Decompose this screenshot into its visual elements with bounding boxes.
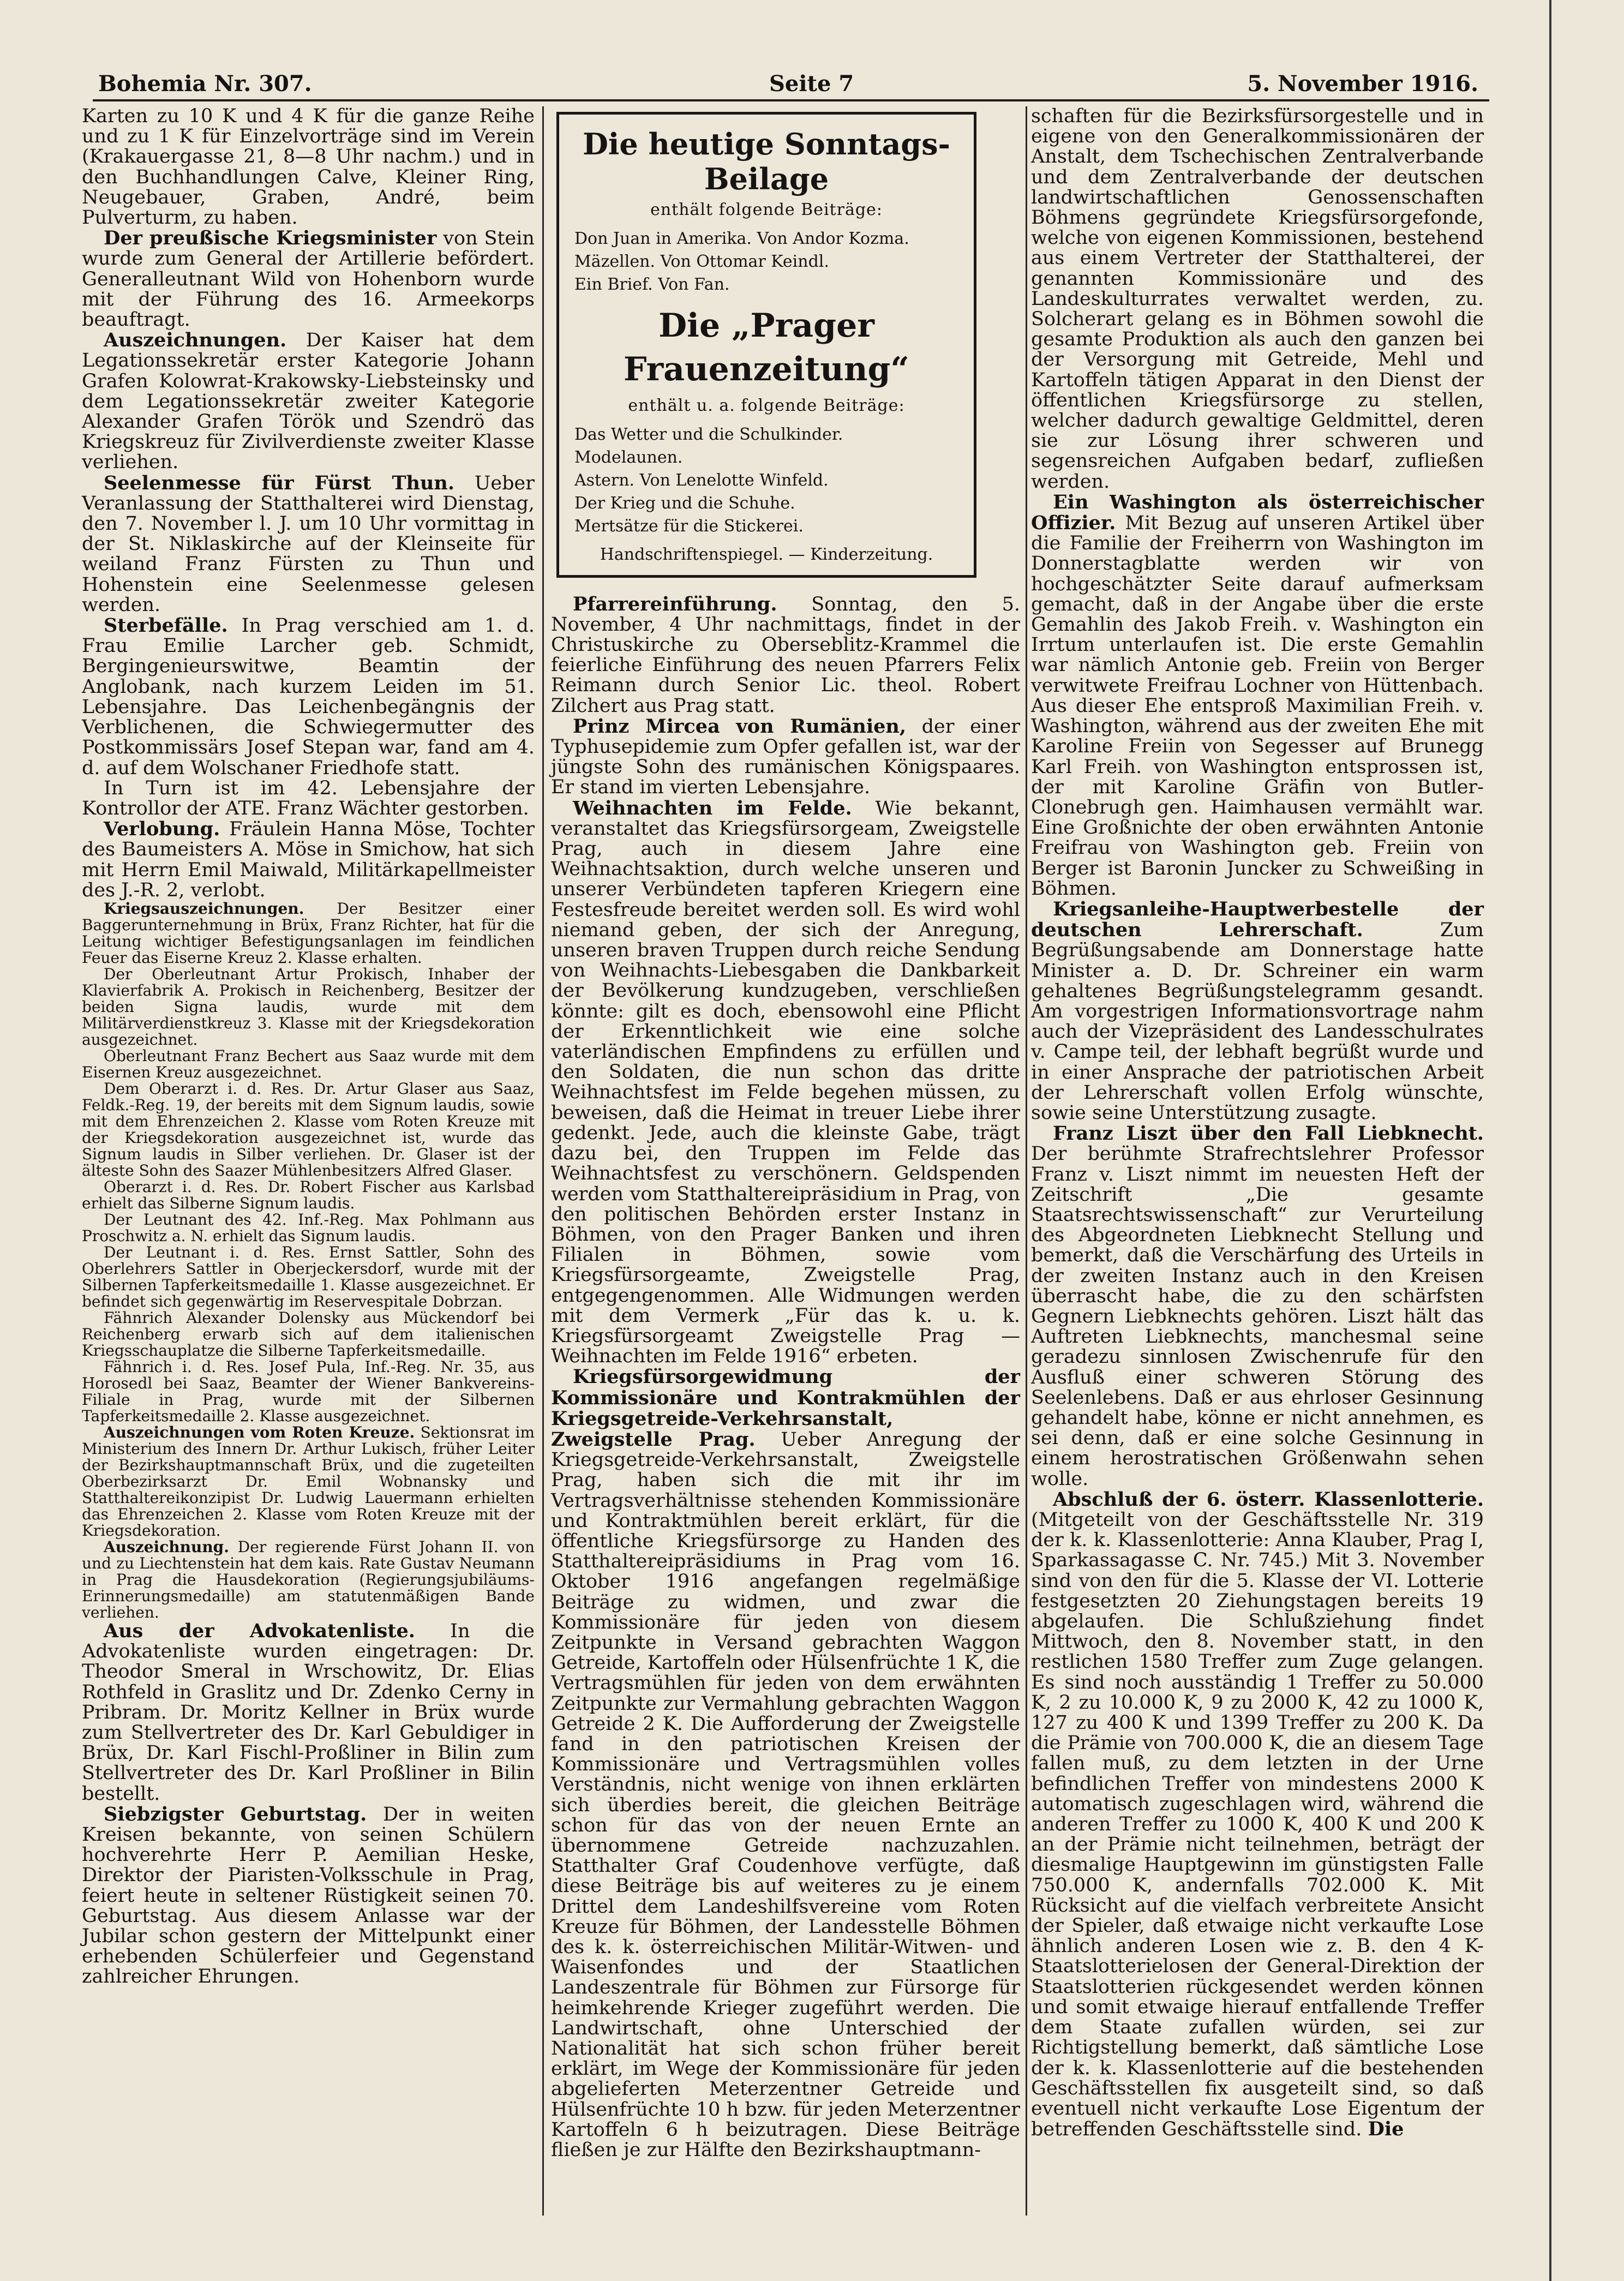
article-sterbefaelle [82, 615, 535, 779]
ad-item: Astern. Von Lenelotte Winfeld. [574, 471, 829, 490]
headline: Verlobung. [104, 818, 220, 841]
article-sattler: Der Leutnant i. d. Res. Ernst Sattler, Sohn des Oberlehrers Sattler in Oberjeckersdorf, wurde mit der Silbernen Tapferkeitsmedaille 1. Klasse ausgezeichnet. Er befindet sich gegenwärtig im Reservespitale Dobrzan. [82, 1243, 535, 1310]
ad-item: Der Krieg und die Schuhe. [574, 494, 795, 513]
article-body: Der regierende Fürst Johann II. von und zu Liechtenstein hat dem kais. Rate Gustav Neumann in Prag die Hausdekoration (Regierungsjubiläums-Erinnerungsmedaille) am statutenmäßigen Bande verliehen. [82, 1537, 535, 1621]
article-body: Sektionsrat im Ministerium des Innern Dr. Arthur Lukisch, früher Leiter der Bezirkshauptmannschaft Brüx, und die zugeteilten Oberbezirksarzt Dr. Emil Wobnansky und Statthaltereikonzipist Dr. Ludwig Lauermann erhielten das Ehrenzeichen 2. Klasse vom Roten Kreuze mit der Kriegsdekoration. [82, 1423, 535, 1540]
article-body: Der in weiten Kreisen bekannte, von seinen Schülern hochverehrte Herr P. Aemilian Heske, Direktor der Piaristen-Volksschule in Prag, feiert heute in seltener Rüstigkeit seinen 70. Geburtstag. Aus diesem Anlasse war der Jubilar schon gestern der Mittelpunkt einer erhebenden Schülerfeier und Gegenstand zahlreicher Ehrungen. [82, 1803, 535, 1988]
article-dolensky: Fähnrich Alexander Dolensky aus Mückendorf bei Reichenberg erwarb sich auf dem italienischen Kriegsschauplatze die Silberne Tapferkeitsmedaille. [82, 1308, 535, 1360]
article-geburtstag [82, 1804, 535, 1987]
headline: Weihnachten im Felde. [573, 797, 852, 819]
headline: Franz Liszt über den Fall Liebknecht. [1053, 1122, 1484, 1145]
scan-edge [1549, 0, 1551, 2281]
headline: Auszeichnungen vom Roten Kreuze. [104, 1423, 415, 1441]
ad-item: Mäzellen. Von Ottomar Keindl. [574, 252, 829, 272]
ad-intro-1: enthält folgende Beiträge: [650, 200, 883, 219]
article-kriegsminister [82, 228, 535, 330]
ad-item: Mertsätze für die Stickerei. [574, 517, 804, 536]
headline: Siebzigster Geburtstag. [104, 1803, 367, 1825]
article-body: Sonntag, den 5. November, 4 Uhr nachmittags, findet in der Christuskirche zu Oberseblitz-Krammel die feierliche Einführung des neuen Pfarrers Felix Reimann durch Senior Lic. theol. Robert Zilchert aus Prag statt. [551, 593, 1020, 717]
headline: Kriegsanleihe-Hauptwerbestelle der deutschen Lehrerschaft. [1031, 897, 1484, 942]
header-rule [93, 99, 1489, 101]
article-glaser: Dem Oberarzt i. d. Res. Dr. Artur Glaser aus Saaz, Feldk.-Reg. 19, der bereits mit dem Signum laudis, sowie mit dem Ehrenzeichen 2. Klasse vom Roten Kreuze mit der Kriegsdekoration ausgezeichnet ist, wurde das Signum laudis in Silber verliehen. Dr. Glaser ist der älteste Sohn des Saazer Mühlenbesitzers Alfred Glaser. [82, 1079, 535, 1180]
ad-intro-2: enthält u. a. folgende Beiträge: [628, 396, 905, 416]
headline: Sterbefälle. [104, 614, 228, 637]
small-print-block [82, 901, 535, 1621]
page-number: Seite 7 [769, 71, 854, 97]
article-prinz-mircea [551, 716, 1020, 798]
article-body: Der berühmte Strafrechtslehrer Professor Franz v. Liszt nimmt im neuesten Heft der Zeitschrift „Die gesamte Staatsrechtswissenschaft“ zur Verurteilung des Abgeordneten Liebknecht Stellung und bemerkt, daß die Verschärfung des Urteils in der zweiten Instanz auch in den Kreisen überrascht habe, die zu den schärfsten Gegnern Liebknechts gehören. Liszt hält das Auftreten Liebknechts, manchesmal seine geradezu sinnlosen Zwischenrufe für den Ausfluß einer schweren Störung des Seelenlebens. Daß er aus ehrloser Gesinnung gehandelt habe, könne er nicht annehmen, es sei denn, daß er eine solche Gesinnung in einem herostratischen Größenwahn sehen wolle. [1031, 1143, 1484, 1490]
article-body: Der Kaiser hat dem Legationssekretär erster Kategorie Johann Grafen Kolowrat-Krakowsky-Liebsteinsky und dem Legationssekretär zweiter Kategorie Alexander Grafen Török und Szendrö das Kriegskreuz für Zivilverdienste zweiter Klasse verliehen. [82, 330, 535, 474]
article-advokatenliste [82, 1621, 535, 1804]
continued-word: Die [1368, 2118, 1404, 2141]
article-body: Ueber Veranlassung der Statthalterei wird Dienstag, den 7. November l. J. um 10 Uhr vormittag in der St. Niklaskirche auf der Kleinseite für weiland Franz Fürsten zu Thun und Hohenstein eine Seelenmesse gelesen werden. [82, 472, 535, 616]
column-1 [82, 106, 535, 2194]
article-body: Der Besitzer einer Baggerunternehmung in Brüx, Franz Richter, hat für die Leitung wichtiger Befestigungsanlagen im feindlichen Feuer das Eiserne Kreuz 2. Klasse erhalten. [82, 899, 535, 967]
headline: Pfarrereinführung. [573, 592, 777, 615]
article-body: Fräulein Hanna Möse, Tochter des Baumeisters A. Möse in Smichow, hat sich mit Herrn Emil Maiwald, Militärkapellmeister des J.-R. 2, verlobt. [82, 818, 535, 901]
article-body: Ueber Anregung der Kriegsgetreide-Verkehrsanstalt, Zweigstelle Prag, haben sich die mit ihr im Vertragsverhältnisse stehenden Kommissionäre und Kontraktmühlen bereit erklärt, für die öffentliche Kriegsfürsorge zu Handen des Statthaltereipräsidiums in Prag vom 16. Oktober 1916 angefangen regelmäßige Beiträge zu widmen, und zwar die Kommissionäre für jeden von diesem Zeitpunkte in Versand gebrachten Waggon Getreide, Kartoffeln oder Hülsenfrüchte 1 K, die Vertragsmühlen für jeden von dem erwähnten Zeitpunkte zur Vermahlung gebrachten Waggon Getreide 2 K. Die Aufforderung der Zweigstelle fand in den patriotischen Kreisen der Kommissionäre und Vertragsmühlen volles Verständnis, nicht wenige von ihnen erklärten sich überdies bereit, die gleichen Beiträge schon für das von der neuen Ernte an übernommene Getreide nachzuzahlen. Statthalter Graf Coudenhove verfügte, daß diese Beiträge bis auf weiteres zu je einem Drittel dem Landeshilfsvereine vom Roten Kreuze für Böhmen, der Landesstelle Böhmen des k. k. österreichischen Militär-Witwen- und Waisenfondes und der Staatlichen Landeszentrale für Böhmen zur Fürsorge für heimkehrende Krieger zugeführt werden. Die Landwirtschaft, ohne Unterschied der Nationalität hat sich schon früher bereit erklärt, im Wege der Kommissionäre für jeden abgelieferten Meterzentner Getreide und Hülsenfrüchte 10 h bzw. für jeden Meterzentner Kartoffeln 6 h beizutragen. Diese Beiträge fließen je zur Hälfte den Bezirkshauptmann- [551, 1428, 1020, 2162]
article-roten-kreuze [82, 1424, 535, 1539]
article-body: Mit Bezug auf unseren Artikel über die Familie der Freiherrn von Washington im Donnerstagblatte werden wir von hochgeschätzter Seite darauf aufmerksam gemacht, daß in der Angabe über die erste Gemahlin des Jakob Freih. v. Washington ein Irrtum unterlaufen ist. Die erste Gemahlin war nämlich Antonie geb. Freiin von Berger verwitwete Freifrau Lochner von Hüttenbach. Aus dieser Ehe entsproß Maximilian Freih. v. Washington, während aus der zweiten Ehe mit Karoline Freiin von Segesser auf Brunegg Karl Freih. von Washington entsprossen ist, der mit Karoline Gräfin von Butler-Clonebrugh gen. Haimhausen vermählt war. Eine Großnichte der oben erwähnten Antonie Freifrau von Washington geb. Freiin von Berger ist Baronin Juncker zu Schweißing in Böhmen. [1031, 512, 1484, 900]
supplement-advertisement-box [556, 112, 976, 578]
column-rule-2 [1026, 106, 1027, 2216]
article-weihnachten [551, 798, 1020, 1367]
article-turn: In Turn ist im 42. Lebensjahre der Kontrollor der ATE. Franz Wächter gestorben. [82, 777, 535, 819]
article-body: In die Advokatenliste wurden eingetragen: Dr. Theodor Smeral in Wrschowitz, Dr. Elias Rothfeld in Graslitz und Dr. Zdenko Cerny in Pribram. Dr. Moritz Kellner in Brüx wurde zum Stellvertreter des Dr. Karl Gebuldiger in Brüx, Dr. Karl Fischl-Proßliner in Bilin zum Stellvertreter des Dr. Karl Proßliner in Bilin bestellt. [82, 1620, 535, 1805]
article-fischer: Oberarzt i. d. Res. Dr. Robert Fischer aus Karlsbad erhielt das Silberne Signum laudis. [82, 1177, 535, 1212]
article-pfarrereinfuehrung [551, 594, 1020, 716]
headline: Der preußische Kriegsminister [104, 227, 437, 250]
article-body: Wie bekannt, veranstaltet das Kriegsfürsorgeam, Zweigstelle Prag, auch in diesem Jahre eine Weihnachtsaktion, durch welche unseren und unserer Verbündeten tapferen Kriegern eine Festesfreude bereitet werden soll. Es wird wohl niemand geben, der sich der Anregung, unseren braven Truppen durch reiche Sendung von Weihnachts-Liebesgaben die Dankbarkeit der Bevölkerung kundzugeben, verschließen könnte: gilt es doch, ebensowohl eine Pflicht der Erkenntlichkeit wie eine solche vaterländischen Empfindens zu erfüllen und den Soldaten, die nun schon das dritte Weihnachtsfest im Felde begehen müssen, zu beweisen, daß die Heimat in treuer Liebe ihrer gedenkt. Jede, auch die kleinste Gabe, trägt dazu bei, den Truppen im Felde das Weihnachtsfest zu verschönern. Geldspenden werden vom Statthaltereipräsidium in Prag, von den politischen Behörden erster Instanz in Böhmen, von den Prager Banken und ihren Filialen in Böhmen, sowie vom Kriegsfürsorgeamte, Zweigstelle Prag, entgegengenommen. Alle Widmungen werden mit dem Vermerk „Für das k. u. k. Kriegsfürsorgeamt Zweigstelle Prag — Weihnachten im Felde 1916“ erbeten. [551, 797, 1021, 1368]
article-tickets: Karten zu 10 K und 4 K für die ganze Reihe und zu 1 K für Einzelvorträge sind im Verein (Krakauergasse 21, 8—8 Uhr nachm.) und in den Buchhandlungen Calve, Kleiner Ring, Neugebauer, Graben, André, beim Pulverturm, zu haben. [82, 105, 535, 229]
article-body: In Prag verschied am 1. d. Frau Emilie Larcher geb. Schmidt, Bergingenieurswitwe, Beamtin der Anglobank, nach kurzem Leiden im 51. Lebensjahre. Das Leichenbegängnis der Verblichenen, die Schwiegermutter des Postkommissärs Josef Stepan war, fand am 4. d. auf dem Wolschaner Friedhofe statt. [82, 615, 535, 779]
article-prokisch: Der Oberleutnant Artur Prokisch, Inhaber der Klavierfabrik A. Prokisch in Reichenberg, Besitzer der beiden Signa laudis, wurde mit dem Militärverdienstkreuz 3. Klasse mit der Kriegsdekoration ausgezeichnet. [82, 965, 535, 1049]
column-3 [1031, 106, 1484, 2194]
headline: Auszeichnungen. [104, 329, 287, 352]
article-kriegsanleihe [1031, 899, 1484, 1123]
headline: Seelenmesse für Fürst Thun. [104, 471, 455, 494]
article-body: Zum Begrüßungsabende am Donnerstage hatte Minister a. D. Dr. Schreiner ein warm gehaltenes Begrüßungstelegramm gesandt. Am vorgestrigen Informationsvortrage nahm auch der Vizepräsident des Landesschulrates v. Campe teil, der lebhaft begrüßt wurde und in einer Ansprache der patriotischen Arbeit der Lehrerschaft vollen Erfolg wünschte, sowie seine Unterstützung zusagte. [1031, 919, 1484, 1124]
article-body: der einer Typhusepidemie zum Opfer gefallen ist, war der jüngste Sohn des rumänischen Königspaares. Er stand im vierten Lebensjahre. [551, 715, 1020, 799]
headline: Kriegsfürsorgewidmung der Kommissionäre und Kontrakmühlen der Kriegsgetreide-Verkehrsanstalt, Zweigstelle Prag. [551, 1366, 1020, 1451]
article-washington [1031, 492, 1484, 899]
paper-issue: Bohemia Nr. 307. [98, 71, 312, 97]
article-seelenmesse [82, 473, 535, 615]
article-body: (Mitgeteilt von der Geschäftsstelle Nr. 319 der k. k. Klassenlotterie: Anna Klauber, Prag I, Sparkassagasse C. Nr. 745.) Mit 3. November sind von den für die 5. Klasse der VI. Lotterie festgesetzten 20 Ziehungstagen bereits 19 abgelaufen. Die Schlußziehung findet Mittwoch, den 8. November statt, in den restlichen 1580 Treffer zum Zuge gelangen. Es sind noch ausständig 1 Treffer zu 50.000 K, 2 zu 10.000 K, 9 zu 2000 K, 42 zu 1000 K, 127 zu 400 K und 1399 Treffer zu 200 K. Da die Prämie von 700.000 K, die an diesem Tage fallen muß, zu dem letzten in der Urne befindlichen Treffer von mindestens 2000 K automatisch zugeschlagen wird, während die anderen Treffer zu 1000 K, 400 K und 200 K an der Prämie nicht teilnehmen, beträgt der diesmalige Hauptgewinn im günstigsten Falle 750.000 K, andernfalls 702.000 K. Mit Rücksicht auf die vielfach verbreitete Ansicht der Spieler, daß etwaige nicht verkaufte Lose ähnlich anderen Losen wie z. B. den 4 K-Staatslotterielosen der General-Direktion der Staatslotterien rückgesendet werden können und somit etwaige hierauf entfallende Treffer dem Staate zufallen würden, sei zur Richtigstellung bemerkt, daß sämtliche Lose der k. k. Klassenlotterie auf die bestehenden Geschäftsstellen fix ausgeteilt sind, so daß eventuell nicht verkaufte Lose Eigentum der betreffenden Geschäftsstelle sind. [1031, 1509, 1484, 2141]
article-verlobung [82, 819, 535, 901]
headline: Auszeichnung. [104, 1537, 230, 1556]
column-2 [551, 106, 1020, 2194]
column-rule-1 [542, 106, 544, 2216]
headline: Aus der Advokatenliste. [104, 1619, 415, 1642]
article-kriegsfuersorgewidmung [551, 1367, 1020, 2160]
article-body: von Stein wurde zum General der Artillerie befördert. Generalleutnant Wild von Hohenborn wurde mit der Führung des 16. Armeekorps beauftragt. [82, 227, 535, 331]
ad-item: Ein Brief. Von Fan. [574, 275, 730, 295]
ad-title-frauenzeitung: Die „Prager Frauenzeitung“ [624, 307, 909, 389]
headline: Prinz Mircea von Rumänien, [573, 715, 907, 738]
headline: Abschluß der 6. österr. Klassenlotterie. [1053, 1488, 1484, 1511]
ad-item: Das Wetter und die Schulkinder. [574, 425, 843, 445]
article-auszeichnungen [82, 330, 535, 472]
article-kriegsauszeichnungen [82, 901, 535, 966]
ad-item: Don Juan in Amerika. Von Andor Kozma. [574, 229, 909, 249]
article-continuation: schaften für die Bezirksfürsorgestelle und in eigene von den Generalkommissionären der Anstalt, dem Tschechischen Zentralverbande und dem Zentralverbande der deutschen landwirtschaftlichen Genossenschaften Böhmens gegründete Kriegsfürsorgefonde, welche von eigenen Kommissionen, bestehend aus einem Vertreter der Statthalterei, der genannten Kommissionäre und des Landeskulturrates verwaltet werden, zu. Solcherart gelang es in Böhmen sowohl die gesamte Produktion als auch den ganzen bei der Versorgung mit Getreide, Mehl und Kartoffeln tätigen Apparat in den Dienst der öffentlichen Kriegsfürsorge zu stellen, welcher dadurch gewaltige Geldmittel, deren sie zur Lösung ihrer schweren und segensreichen Aufgaben bedarf, zufließen werden. [1031, 105, 1484, 493]
headline: Ein Washington als österreichischer Offizier. [1031, 490, 1484, 535]
article-bechert: Oberleutnant Franz Bechert aus Saaz wurde mit dem Eisernen Kreuz ausgezeichnet. [82, 1046, 535, 1081]
article-klassenlotterie [1031, 1489, 1484, 2140]
ad-footer: Handschriftenspiegel. — Kinderzeitung. [600, 545, 933, 565]
ad-title-sonntags-beilage: Die heutige Sonntags-Beilage [583, 127, 950, 196]
issue-date: 5. November 1916. [1247, 71, 1478, 97]
article-liszt-liebknecht [1031, 1123, 1484, 1489]
article-pohlmann: Der Leutnant des 42. Inf.-Reg. Max Pohlmann aus Proschwitz a. N. erhielt das Signum laudis. [82, 1210, 535, 1245]
article-pula: Fähnrich i. d. Res. Josef Pula, Inf.-Reg. Nr. 35, aus Horosedl bei Saaz, Beamter der Wiener Bankvereins-Filiale in Prag, wurde mit der Silbernen Tapferkeitsmedaille 2. Klasse ausgezeichnet. [82, 1357, 535, 1425]
ad-item: Modelaunen. [574, 448, 683, 468]
article-auszeichnung-neumann [82, 1539, 535, 1621]
headline: Kriegsauszeichnungen. [104, 899, 304, 918]
